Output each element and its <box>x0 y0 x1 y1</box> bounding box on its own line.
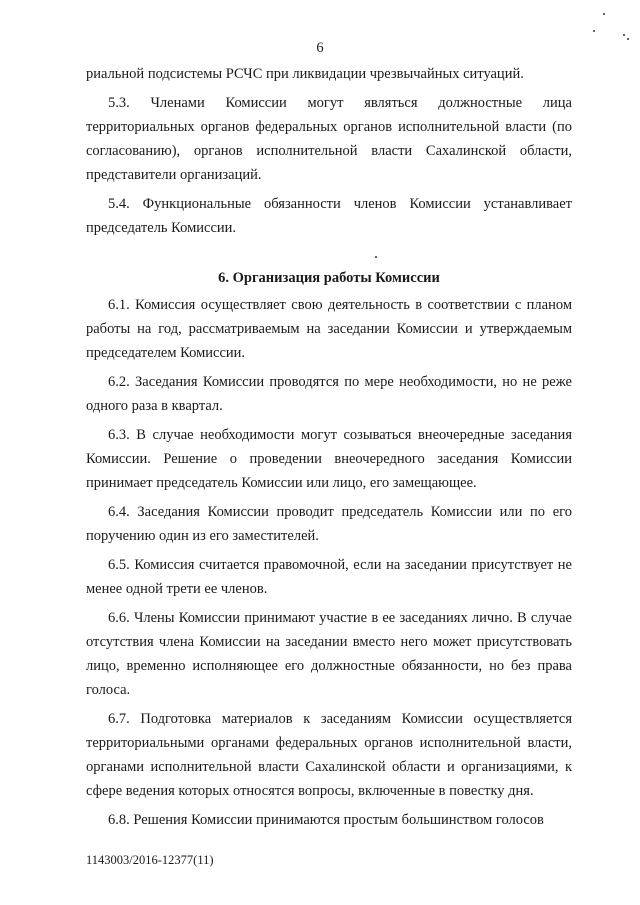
paragraph-5-3: 5.3. Членами Комиссии могут являться должностные лица территориальных органов федеральных органов исполнительной власти (по согласованию), органов исполнительной власти Сахалинской области, представители организаций. <box>86 95 572 183</box>
document-code: 1143003/2016-12377(11) <box>86 853 214 867</box>
section-heading: 6. Организация работы Комиссии <box>218 270 440 286</box>
scan-speck <box>593 30 595 32</box>
paragraph-6-6: 6.6. Члены Комиссии принимают участие в ее заседаниях лично. В случае отсутствия члена Комиссии на заседании вместо него может присутствовать лицо, временно исполняющее его должностные обязанности, но без права голоса. <box>86 610 572 698</box>
paragraph-6-8: 6.8. Решения Комиссии принимаются простым большинством голосов <box>108 812 544 828</box>
document-body <box>86 62 572 837</box>
scan-speck <box>375 256 377 258</box>
paragraph-6-3: 6.3. В случае необходимости могут созываться внеочередные заседания Комиссии. Решение о проведении внеочередного заседания Комиссии принимает председатель Комиссии или лицо, его замещающее. <box>86 427 572 491</box>
paragraph-6-1: 6.1. Комиссия осуществляет свою деятельность в соответствии с планом работы на год, рассматриваемым на заседании Комиссии и утверждаемым председателем Комиссии. <box>86 297 572 361</box>
paragraph-5-4: 5.4. Функциональные обязанности членов Комиссии устанавливает председатель Комиссии. <box>86 196 572 236</box>
paragraph-6-7: 6.7. Подготовка материалов к заседаниям Комиссии осуществляется территориальными органами федеральных органов исполнительной власти, органами исполнительной власти Сахалинской области и организациями, к сфере ведения которых относятся вопросы, включенные в повестку дня. <box>86 711 572 799</box>
paragraph-6-2: 6.2. Заседания Комиссии проводятся по мере необходимости, но не реже одного раза в квартал. <box>86 374 572 414</box>
page-number: 6 <box>316 40 324 56</box>
scan-speck <box>603 13 605 15</box>
paragraph-6-4: 6.4. Заседания Комиссии проводит председатель Комиссии или по его поручению один из его заместителей. <box>86 504 572 544</box>
scan-speck <box>627 38 629 40</box>
continuation-paragraph: риальной подсистемы РСЧС при ликвидации чрезвычайных ситуаций. <box>86 66 524 82</box>
scan-speck <box>623 34 625 36</box>
paragraph-6-5: 6.5. Комиссия считается правомочной, если на заседании присутствует не менее одной трети ее членов. <box>86 557 572 597</box>
